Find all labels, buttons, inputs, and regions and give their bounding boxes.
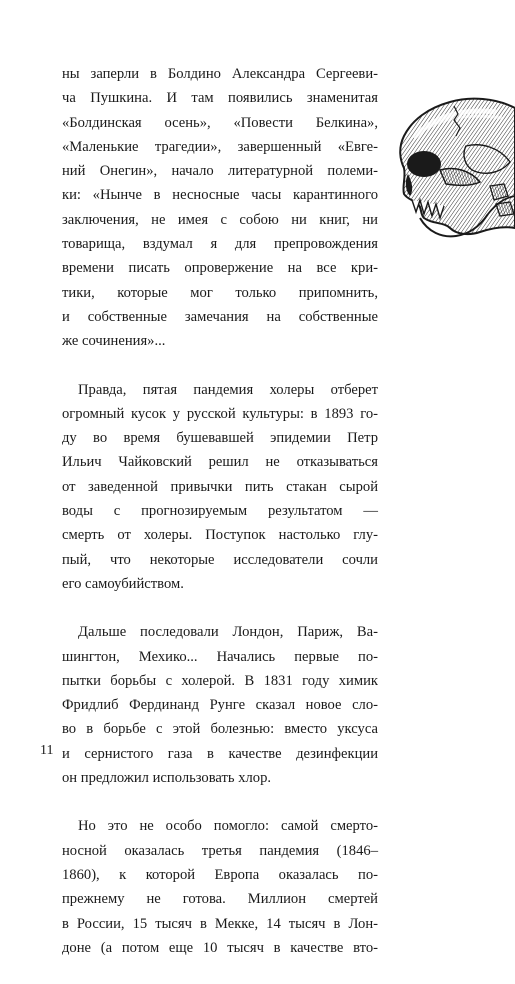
text-line: «Маленькие трагедии», завершенный «Евге- bbox=[62, 138, 378, 155]
text-line: воды с прогнозируемым результатом — bbox=[62, 503, 378, 520]
text-line: пытки борьбы с холерой. В 1831 году химик bbox=[62, 672, 378, 689]
text-line: ду во время бушевавшей эпидемии Петр bbox=[62, 430, 378, 447]
text-line: ний Онегин», начало литературной полеми- bbox=[62, 163, 378, 180]
text-line: шингтон, Мехико... Начались первые по- bbox=[62, 648, 378, 665]
text-line: же сочинения»... bbox=[62, 333, 166, 350]
text-line: и сернистого газа в качестве дезинфекции bbox=[62, 745, 378, 762]
text-line: Ильич Чайковский решил не отказываться bbox=[62, 454, 378, 471]
text-line: времени писать опровержение на все кри- bbox=[62, 260, 378, 277]
text-line: пый, что некоторые исследователи сочли bbox=[62, 551, 378, 568]
paragraph-3 bbox=[62, 620, 378, 790]
text-line: смерть от холеры. Поступок настолько глу- bbox=[62, 527, 378, 544]
text-line: ча Пушкина. И там появились знаменитая bbox=[62, 90, 378, 107]
text-line: он предложил использовать хлор. bbox=[62, 770, 272, 787]
paragraph-2 bbox=[62, 378, 378, 597]
text-line: товарища, вздумал я для препровождения bbox=[62, 236, 378, 253]
text-line: его самоубийством. bbox=[62, 575, 184, 592]
text-line: в России, 15 тысяч в Мекке, 14 тысяч в Лон- bbox=[62, 915, 378, 932]
text-line: Дальше последовали Лондон, Париж, Ва- bbox=[78, 624, 378, 641]
text-line: и собственные замечания на собственные bbox=[62, 308, 378, 325]
skull-icon bbox=[384, 86, 515, 256]
text-line: заключения, не имея с собою ни книг, ни bbox=[62, 211, 378, 228]
text-line: носной оказалась третья пандемия (1846– bbox=[62, 842, 378, 859]
body-text bbox=[62, 62, 378, 984]
text-line: ки: «Нынче в несносные часы карантинного bbox=[62, 187, 378, 204]
text-line: от заведенной привычки пить стакан сырой bbox=[62, 478, 378, 495]
page-number: 11 bbox=[40, 743, 54, 758]
text-line: «Болдинская осень», «Повести Белкина», bbox=[62, 114, 378, 131]
text-line: доне (а потом еще 10 тысяч в качестве вто- bbox=[62, 939, 378, 956]
text-line: Правда, пятая пандемия холеры отберет bbox=[78, 381, 378, 398]
text-line: Фридлиб Фердинанд Рунге сказал новое сло- bbox=[62, 697, 378, 714]
paragraph-4 bbox=[62, 814, 378, 960]
text-line: огромный кусок у русской культуры: в 1893 го- bbox=[62, 405, 378, 422]
text-line: 1860), к которой Европа оказалась по- bbox=[62, 866, 378, 883]
text-line: прежнему не готова. Миллион смертей bbox=[62, 891, 378, 908]
text-line: ны заперли в Болдино Александра Сергееви- bbox=[62, 66, 378, 82]
text-line: Но это не особо помогло: самой смерто- bbox=[78, 818, 378, 835]
text-line: тики, которые мог только припомнить, bbox=[62, 284, 378, 301]
paragraph-1 bbox=[62, 62, 378, 354]
text-line: во в борьбе с этой болезнью: вместо уксуса bbox=[62, 721, 378, 738]
